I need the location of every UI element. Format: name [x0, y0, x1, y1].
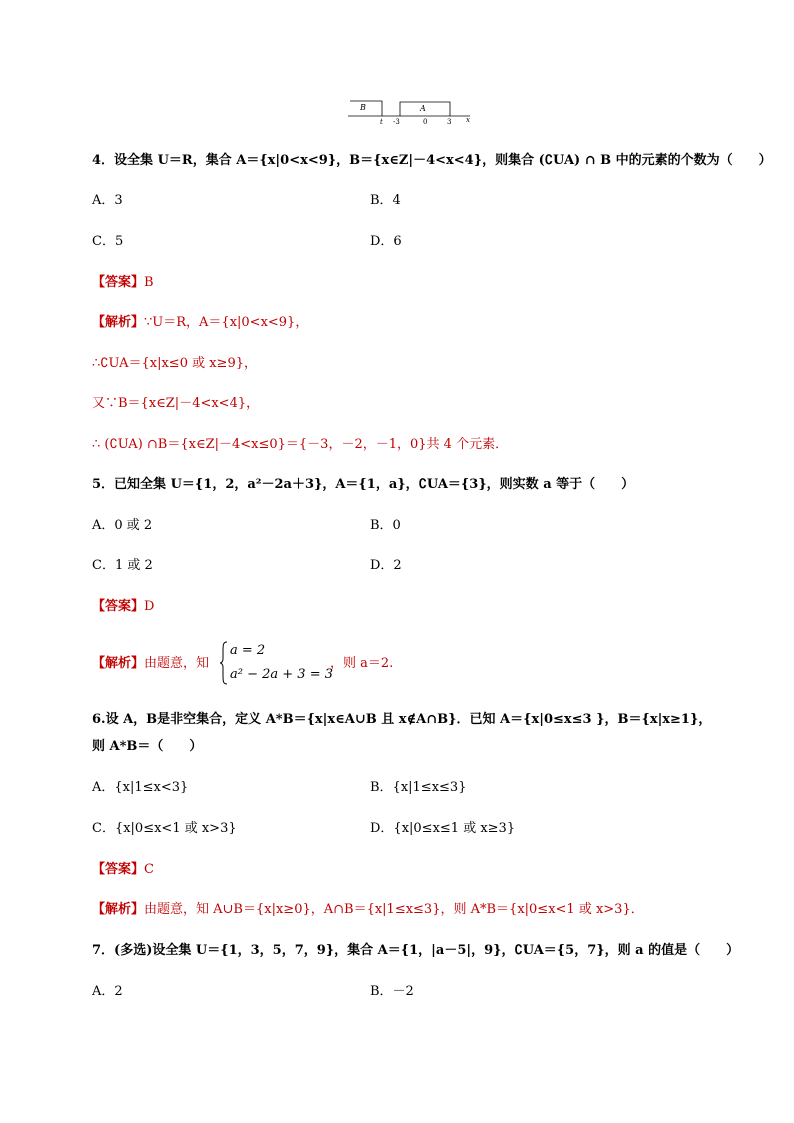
left-brace-icon	[219, 641, 229, 685]
analysis-tag: 【解析】	[92, 656, 145, 671]
analysis-text: 由题意，知	[144, 656, 210, 671]
q7-option-b: B．－2	[370, 984, 414, 999]
q6-option-d: D．{x|0≤x≤1 或 x≥3}	[370, 821, 516, 836]
set-b-bracket	[350, 101, 382, 116]
q7-stem: 7．(多选)设全集 U＝{1，3，5，7，9}，集合 A＝{1，|a－5|，9}，∁UA＝{5，7}，则 a 的值是（ ）	[92, 943, 740, 958]
equation-system	[219, 641, 333, 685]
q6-option-c: C．{x|0≤x<1 或 x>3}	[92, 821, 237, 836]
number-line-figure	[346, 96, 476, 126]
answer-tag: 【答案】	[92, 862, 145, 877]
q4-answer	[92, 274, 154, 292]
tick-3: 3	[447, 118, 452, 126]
q4-stem: 4．设全集 U＝R，集合 A＝{x|0<x<9}，B＝{x∈Z|－4<x<4}，则集合 (∁UA) ∩ B 中的元素的个数为（ ）	[92, 153, 772, 168]
analysis-text: ∵U＝R，A＝{x|0<x<9}，	[144, 315, 309, 330]
tick-0: 0	[423, 118, 428, 126]
q4-analysis-3: 又∵B＝{x∈Z|－4<x<4}，	[92, 396, 260, 411]
answer-value: D	[144, 599, 155, 614]
label-a: A	[420, 104, 426, 113]
analysis-tag: 【解析】	[92, 315, 145, 330]
q7-option-a: A．2	[92, 984, 123, 999]
q6-stem-2: 则 A*B＝（ ）	[92, 739, 203, 754]
q5-stem: 5．已知全集 U＝{1，2，a²－2a＋3}，A＝{1，a}，∁UA＝{3}，则实数 a 等于（ ）	[92, 477, 635, 492]
q5-analysis-pre	[92, 655, 209, 673]
q5-option-c: C．1 或 2	[92, 558, 153, 573]
axis-x: x	[466, 116, 470, 124]
q5-answer	[92, 598, 154, 616]
q4-option-b: B．4	[370, 193, 401, 208]
q5-option-a: A．0 或 2	[92, 518, 153, 533]
analysis-tag: 【解析】	[92, 902, 145, 917]
answer-tag: 【答案】	[92, 599, 145, 614]
tick-t: t	[380, 118, 383, 126]
q6-option-b: B．{x|1≤x≤3}	[370, 780, 467, 795]
q4-analysis-4: ∴ (∁UA) ∩B＝{x∈Z|－4<x≤0}＝{－3，－2，－1，0}共 4 个元素．	[92, 437, 509, 452]
answer-tag: 【答案】	[92, 275, 145, 290]
answer-value: C	[144, 862, 154, 877]
q6-analysis	[92, 901, 644, 919]
q5-option-b: B．0	[370, 518, 401, 533]
analysis-text: 由题意，知 A∪B＝{x|x≥0}，A∩B＝{x|1≤x≤3}，则 A*B＝{x|0≤x<1 或 x>3}．	[144, 902, 644, 917]
label-b: B	[360, 103, 366, 112]
system-line-2: a² − 2a + 3 = 3	[230, 667, 333, 682]
q6-answer	[92, 861, 154, 879]
q5-option-d: D．2	[370, 558, 402, 573]
tick-minus3: -3	[393, 118, 400, 126]
q4-analysis-2: ∴∁UA＝{x|x≤0 或 x≥9}，	[92, 356, 257, 371]
q4-analysis-1	[92, 314, 308, 332]
system-line-1: a = 2	[230, 643, 266, 658]
q4-option-c: C．5	[92, 234, 124, 249]
q5-analysis-post: ，则 a＝2.	[330, 656, 394, 671]
answer-value: B	[144, 275, 154, 290]
q4-option-a: A．3	[92, 193, 123, 208]
q4-option-d: D．6	[370, 234, 402, 249]
q6-option-a: A．{x|1≤x<3}	[92, 780, 189, 795]
q6-stem-1: 6.设 A，B是非空集合，定义 A*B＝{x|x∈A∪B 且 x∉A∩B}．已知 A＝{x|0≤x≤3 }，B＝{x|x≥1}，	[92, 712, 712, 727]
